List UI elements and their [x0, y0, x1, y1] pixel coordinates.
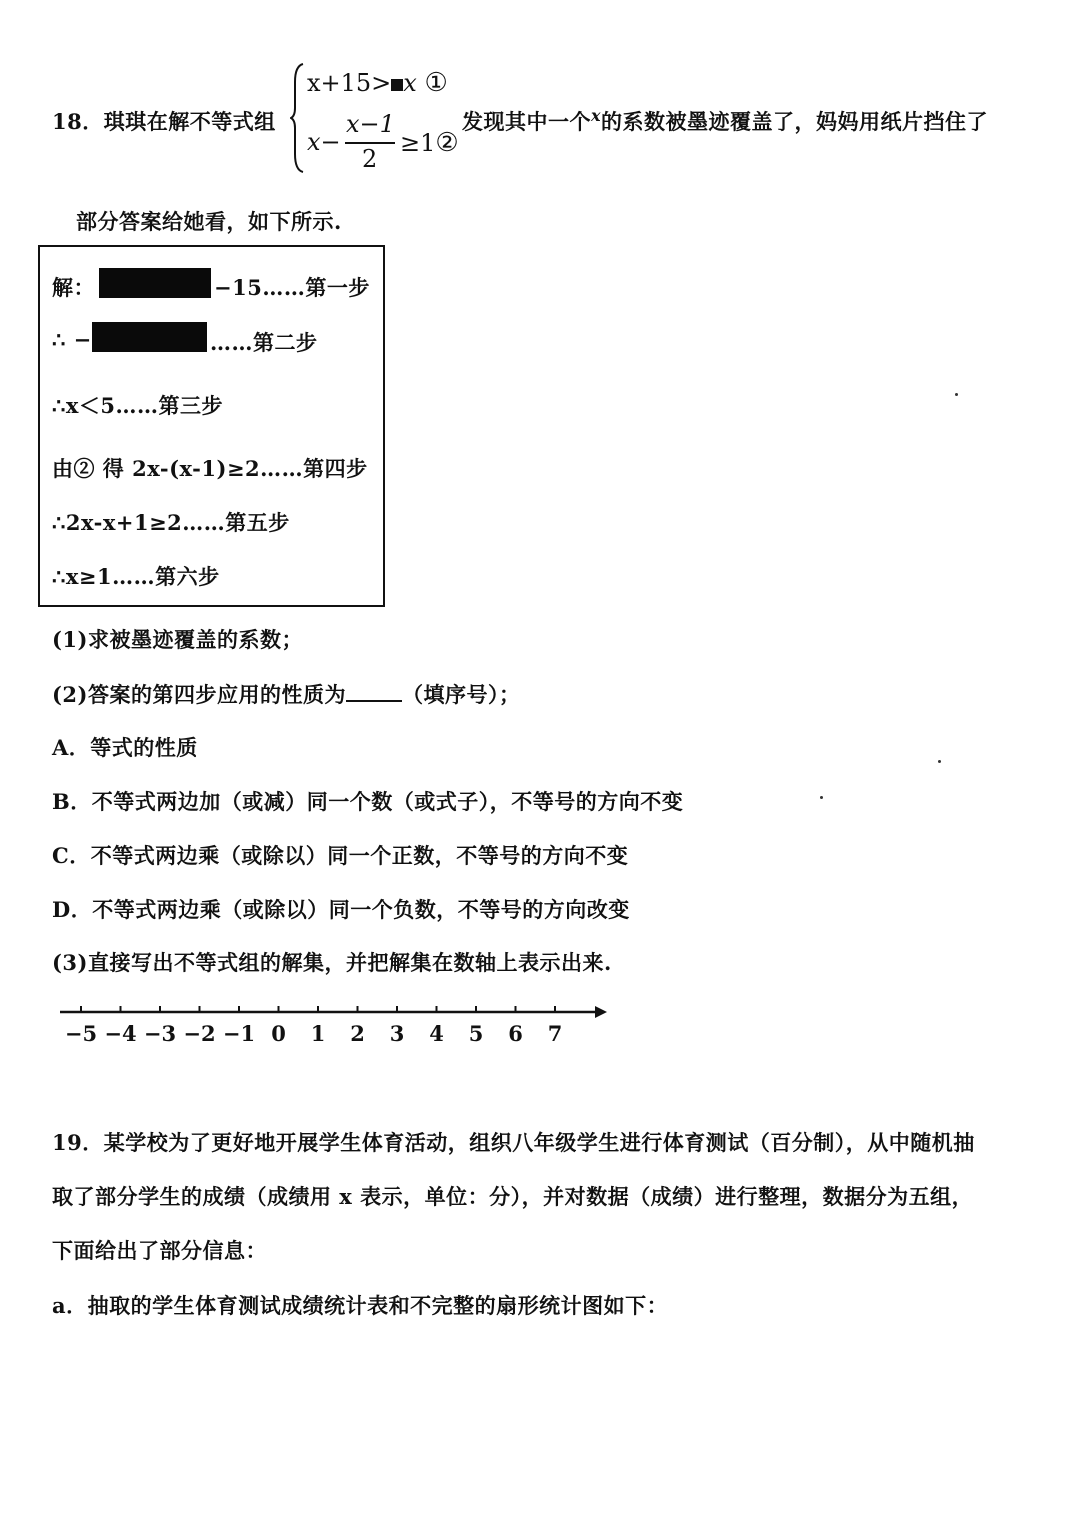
option-d: D．不等式两边乘（或除以）同一个负数，不等号的方向改变 [52, 897, 630, 922]
suffix-var: x [591, 106, 602, 125]
speck [820, 796, 823, 799]
number-line-arrow [595, 1006, 607, 1018]
number-line-label: 0 [271, 1021, 286, 1046]
inequality-1 [307, 68, 448, 98]
number-line-label: 4 [429, 1021, 444, 1046]
q19-line2: 取了部分学生的成绩（成绩用 x 表示，单位：分），并对数据（成绩）进行整理，数据分为五组， [52, 1184, 974, 1209]
q19-line4: a．抽取的学生体育测试成绩统计表和不完整的扇形统计图如下： [52, 1293, 669, 1318]
number-line-label: −4 [104, 1021, 137, 1046]
step2-lead: ∴ − [52, 327, 92, 352]
number-line-label: 1 [310, 1021, 326, 1046]
q19-line1: 19．某学校为了更好地开展学生体育活动，组织八年级学生进行体育测试（百分制），从中随机抽 [52, 1130, 975, 1155]
ineq1-mark: ① [424, 68, 448, 98]
option-c: C．不等式两边乘（或除以）同一个正数，不等号的方向不变 [52, 843, 629, 868]
number-line-label: −5 [64, 1021, 98, 1046]
ineq1-lhs: x+15> [307, 69, 392, 97]
fraction-bar [345, 142, 395, 144]
ineq2-rhs-text: ≥1 [400, 129, 436, 157]
number-line-label: 5 [468, 1021, 484, 1046]
step2-tail: ……第二步 [210, 330, 318, 355]
speck [955, 393, 958, 396]
suffix-post: 的系数被墨迹覆盖了，妈妈用纸片挡住了 [601, 109, 989, 134]
number-line-label: −2 [183, 1021, 216, 1046]
number-line-label: 6 [508, 1021, 523, 1046]
ineq2-numerator: x−1 [346, 110, 395, 138]
step1-label: 解： [52, 275, 95, 300]
answer-blank[interactable] [346, 682, 402, 702]
step1-tail: −15……第一步 [214, 275, 370, 300]
ineq2-rhs [400, 128, 459, 158]
part1: (1)求被墨迹覆盖的系数； [52, 627, 303, 652]
ineq2-x: x− [307, 128, 341, 156]
q18-line2: 部分答案给她看，如下所示. [76, 209, 342, 234]
ineq2-mark: ② [435, 128, 459, 158]
number-line-label: 3 [389, 1021, 405, 1046]
ineq1-rhs: x [403, 69, 417, 97]
number-line-label: 7 [547, 1021, 563, 1046]
ineq2-denominator: 2 [362, 145, 378, 173]
part2 [52, 679, 520, 709]
step5: ∴2x-x+1≥2……第五步 [52, 510, 290, 535]
q18-suffix [462, 106, 988, 136]
step4: 由② 得 2x-(x-1)≥2……第四步 [52, 456, 368, 481]
speck [938, 760, 941, 763]
option-a: A．等式的性质 [52, 735, 198, 760]
step6: ∴x≥1……第六步 [52, 564, 220, 589]
q18-prefix: 18．琪琪在解不等式组 [52, 109, 276, 134]
covered-step2 [92, 322, 207, 352]
part2-text: (2)答案的第四步应用的性质为 [52, 682, 346, 707]
option-b: B．不等式两边加（或减）同一个数（或式子），不等号的方向不变 [52, 789, 684, 814]
part3: (3)直接写出不等式组的解集，并把解集在数轴上表示出来. [52, 950, 612, 975]
q19-line3: 下面给出了部分信息： [52, 1238, 267, 1263]
part2-suffix: （填序号）； [401, 682, 521, 707]
suffix-pre: 发现其中一个 [462, 109, 591, 134]
covered-step1 [99, 268, 211, 298]
ink-blot [391, 79, 403, 91]
number-line[interactable] [55, 995, 615, 1055]
step3: ∴x＜5……第三步 [52, 393, 223, 418]
system-brace [290, 62, 304, 174]
number-line-label: −3 [143, 1021, 177, 1046]
number-line-label: 2 [350, 1021, 365, 1046]
number-line-label: −1 [222, 1021, 256, 1046]
